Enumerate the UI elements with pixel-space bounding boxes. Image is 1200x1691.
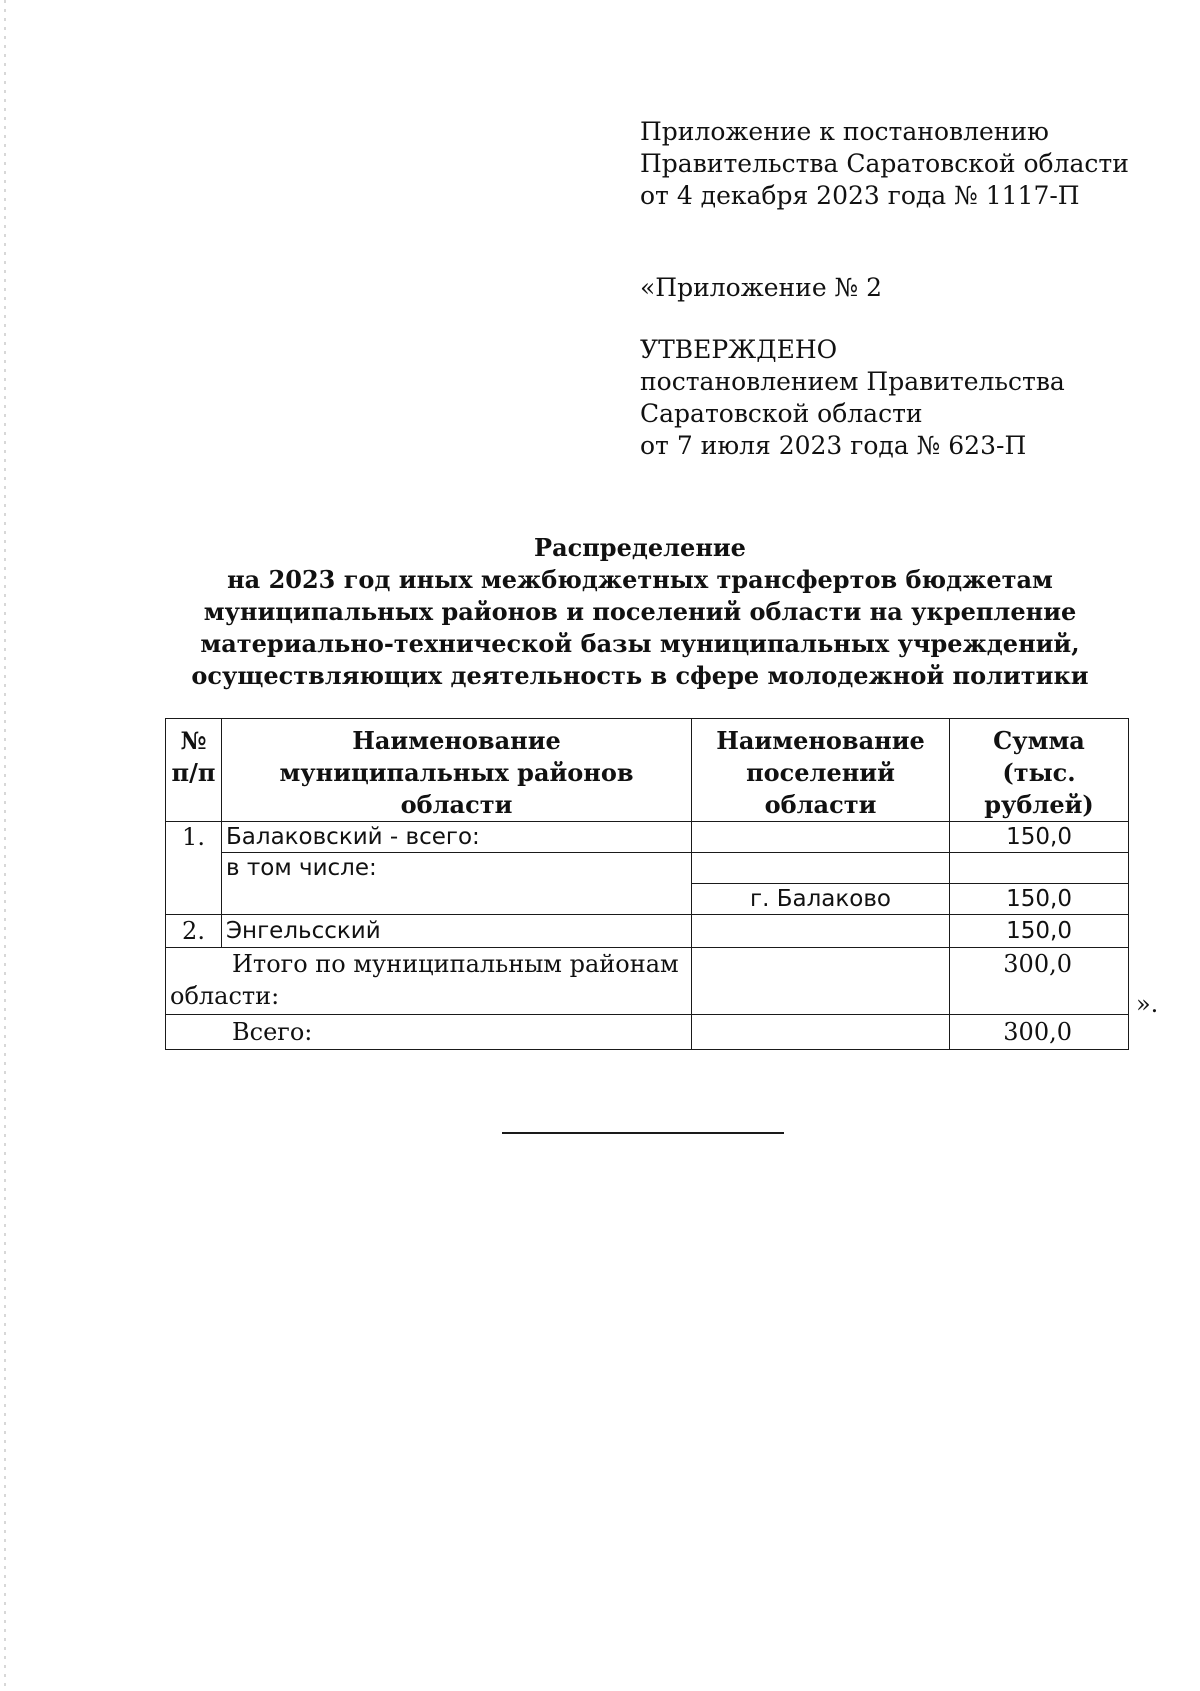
table-row — [166, 853, 1129, 884]
row-sum: 150,0 — [950, 915, 1129, 948]
subtotal-label: Итого по муниципальным районам области: — [166, 948, 692, 1015]
distribution-table — [165, 718, 1129, 1050]
title-line: муниципальных районов и поселений области на укрепление — [203, 597, 1077, 626]
signature-divider — [502, 1132, 784, 1134]
row-district: Балаковский - всего: — [222, 822, 692, 853]
title-line: осуществляющих деятельность в сфере молодежной политики — [191, 661, 1089, 690]
row-settlement — [692, 853, 950, 884]
appendix-number: «Приложение № 2 — [640, 273, 883, 302]
row-sum: 150,0 — [950, 822, 1129, 853]
subtotal-sum: 300,0 — [950, 948, 1129, 1015]
subtotal-settlement — [692, 948, 950, 1015]
scan-edge — [4, 0, 6, 1691]
approved-line: от 7 июля 2023 года № 623-П — [640, 431, 1027, 460]
row-num: 1. — [166, 822, 222, 915]
row-sum: 150,0 — [950, 884, 1129, 915]
total-settlement — [692, 1015, 950, 1050]
row-district: Энгельсский — [222, 915, 692, 948]
row-settlement: г. Балаково — [692, 884, 950, 915]
closing-quote: ». — [1136, 990, 1159, 1018]
header-district: Наименование муниципальных районов области — [222, 719, 692, 822]
appendix-line: Приложение к постановлению — [640, 117, 1049, 146]
subtotal-row — [166, 948, 1129, 1015]
row-num: 2. — [166, 915, 222, 948]
header-settlement: Наименование поселений области — [692, 719, 950, 822]
total-label: Всего: — [166, 1015, 692, 1050]
header-num: № п/п — [166, 719, 222, 822]
row-sum — [950, 853, 1129, 884]
header-block — [640, 116, 1160, 462]
header-sum: Сумма (тыс. рублей) — [950, 719, 1129, 822]
row-settlement — [692, 822, 950, 853]
table-row — [166, 822, 1129, 853]
total-row — [166, 1015, 1129, 1050]
appendix-line: Правительства Саратовской области — [640, 149, 1129, 178]
row-settlement — [692, 915, 950, 948]
appendix-line: от 4 декабря 2023 года № 1117-П — [640, 181, 1080, 210]
document-title — [150, 532, 1130, 692]
table-header-row — [166, 719, 1129, 822]
total-sum: 300,0 — [950, 1015, 1129, 1050]
approved-line: УТВЕРЖДЕНО — [640, 335, 838, 364]
table-row — [166, 915, 1129, 948]
approved-line: постановлением Правительства — [640, 367, 1065, 396]
approved-line: Саратовской области — [640, 399, 923, 428]
title-line: на 2023 год иных межбюджетных трансфертов бюджетам — [227, 565, 1053, 594]
row-district: в том числе: — [222, 853, 692, 915]
title-line: Распределение — [534, 533, 746, 562]
title-line: материально-технической базы муниципальных учреждений, — [200, 629, 1080, 658]
